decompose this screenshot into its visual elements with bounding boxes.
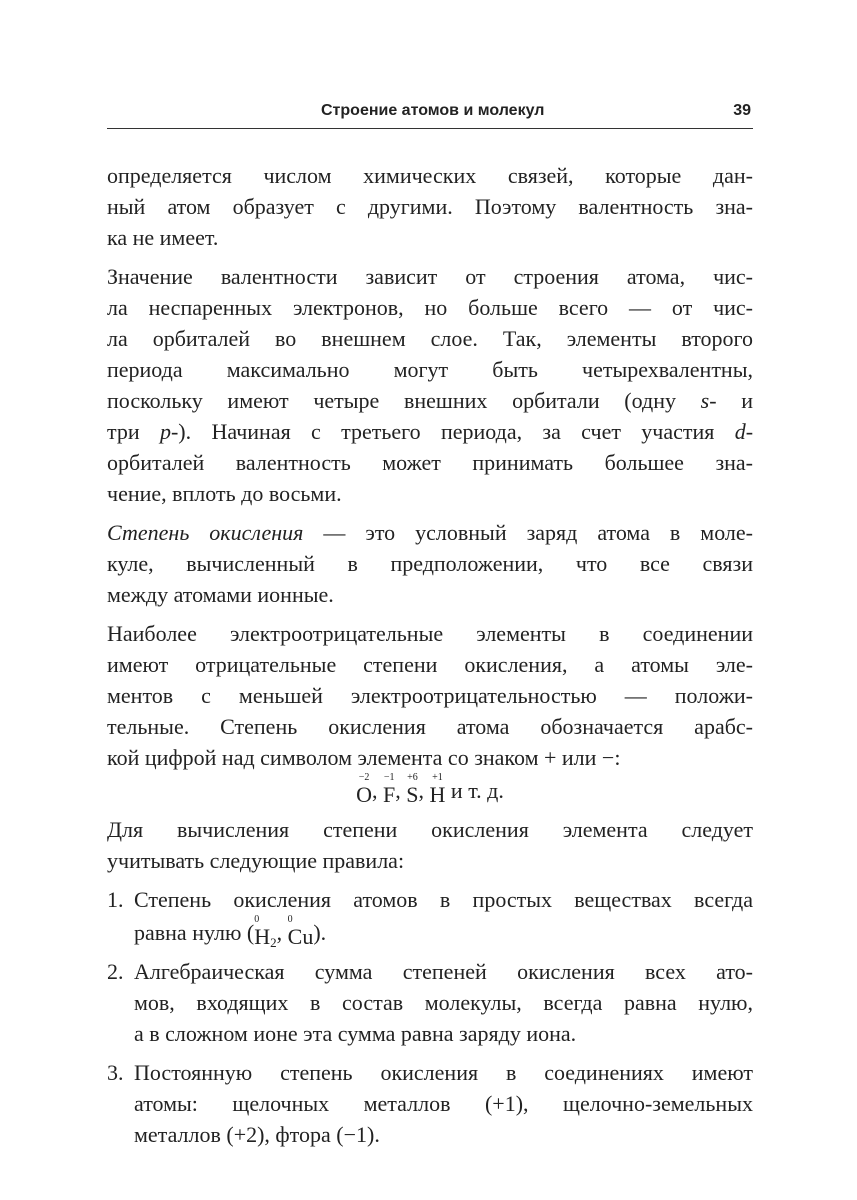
text-run: периода максимально могут быть четырехвалентны,	[107, 357, 753, 382]
italic-term: Степень окисления	[107, 520, 304, 545]
oxidation-state: −1	[383, 772, 395, 783]
element-symbol: F	[383, 782, 396, 807]
header-title: Строение атомов и молекул	[321, 102, 545, 119]
text-run: металлов (+2), фтора (−1).	[134, 1122, 380, 1147]
oxidation-state: +1	[432, 772, 443, 783]
italic-term: d	[734, 419, 746, 444]
text-run: тельные. Степень окисления атома обозначается арабс-	[107, 714, 753, 739]
paragraph	[107, 814, 753, 876]
text-run: Наиболее электроотрицательные элементы в соединении	[107, 621, 753, 646]
text-line	[107, 222, 753, 253]
text-run: имеют отрицательные степени окисления, а атомы эле-	[107, 652, 753, 677]
text-run: три	[107, 419, 160, 444]
formula-line	[107, 773, 753, 806]
text-run: ный атом образует с другими. Поэтому валентность зна-	[107, 194, 753, 219]
text-run: а в сложном ионе эта сумма равна заряду иона.	[134, 1021, 577, 1046]
text-line	[107, 160, 753, 191]
paragraph	[107, 517, 753, 610]
text-run: орбиталей валентность может принимать большее зна-	[107, 450, 753, 475]
text-line	[134, 884, 753, 915]
paragraph	[107, 160, 753, 253]
text-line	[107, 579, 753, 610]
text-line	[107, 191, 753, 222]
rule-number: 3.	[107, 1060, 124, 1085]
text-line	[134, 1119, 753, 1150]
rule-item	[107, 884, 753, 948]
text-run: Постоянную степень окисления в соединениях имеют	[134, 1060, 753, 1085]
rule-number: 2.	[107, 959, 124, 984]
text-run: Алгебраическая сумма степеней окисления всех ато-	[134, 959, 753, 984]
text-line	[107, 478, 753, 509]
paragraph	[107, 261, 753, 509]
element-with-oxidation-state	[406, 773, 418, 806]
text-run: -	[745, 419, 754, 444]
text-run: ла орбиталей во внешнем слое. Так, элементы второго	[107, 326, 753, 351]
text-line	[134, 987, 753, 1018]
oxidation-state: 0	[287, 914, 293, 925]
running-header	[107, 100, 753, 129]
text-run: учитывать следующие правила:	[107, 848, 405, 873]
text-line	[134, 1088, 753, 1119]
text-run: ,	[395, 778, 407, 803]
text-run: равна нулю (	[134, 920, 255, 945]
text-run: Значение валентности зависит от строения атома, чис-	[107, 264, 753, 289]
text-run: кой цифрой над символом элемента со знаком + или −:	[107, 745, 621, 770]
element-with-oxidation-state	[356, 773, 372, 806]
text-run: куле, вычисленный в предположении, что все связи	[107, 551, 753, 576]
text-line	[134, 956, 753, 987]
text-run: -). Начиная с третьего периода, за счет участия	[170, 419, 735, 444]
text-run: ,	[372, 778, 384, 803]
page-number: 39	[733, 102, 751, 119]
text-run: Степень окисления атомов в простых веществах всегда	[134, 887, 753, 912]
text-line	[107, 354, 753, 385]
text-run: ,	[276, 920, 288, 945]
text-line	[107, 711, 753, 742]
text-run: - и	[709, 388, 753, 413]
text-run: ла неспаренных электронов, но больше всего — от чис-	[107, 295, 753, 320]
text-line	[107, 845, 753, 876]
text-line	[107, 323, 753, 354]
oxidation-state: −2	[358, 772, 370, 783]
text-run: мов, входящих в состав молекулы, всегда равна нулю,	[134, 990, 753, 1015]
element-symbol: H	[429, 782, 446, 807]
text-run: ).	[313, 920, 327, 945]
text-line	[107, 742, 753, 773]
element-with-oxidation-state	[383, 773, 395, 806]
element-symbol: O	[356, 782, 373, 807]
element-symbol: Cu	[287, 924, 314, 949]
element-symbol: S	[406, 782, 419, 807]
oxidation-state: +6	[407, 772, 418, 783]
text-line	[107, 814, 753, 845]
rule-number: 1.	[107, 887, 124, 912]
text-line	[107, 548, 753, 579]
text-run: ментов с меньшей электроотрицательностью — положи-	[107, 683, 753, 708]
text-run: атомы: щелочных металлов (+1), щелочно-земельных	[134, 1091, 753, 1116]
paragraph	[107, 618, 753, 806]
subscript: 2	[270, 935, 277, 950]
italic-term: p	[159, 419, 171, 444]
text-line	[107, 261, 753, 292]
text-line	[107, 385, 753, 416]
rule-item	[107, 1057, 753, 1150]
element-with-oxidation-state	[430, 773, 446, 806]
text-line	[134, 1057, 753, 1088]
text-run: чение, вплоть до восьми.	[107, 481, 342, 506]
italic-term: s	[700, 388, 710, 413]
text-run: ,	[418, 778, 430, 803]
text-run: и т. д.	[445, 778, 504, 803]
text-line	[107, 447, 753, 478]
text-run: между атомами ионные.	[107, 582, 334, 607]
text-line	[107, 517, 753, 548]
text-line	[134, 1018, 753, 1049]
text-run: ка не имеет.	[107, 225, 219, 250]
oxidation-state: 0	[254, 914, 260, 925]
text-line	[107, 416, 753, 447]
element-with-oxidation-state	[254, 915, 276, 948]
text-line	[107, 618, 753, 649]
rule-item	[107, 956, 753, 1049]
page-body	[107, 160, 753, 1158]
text-run: Для вычисления степени окисления элемента следует	[107, 817, 753, 842]
element-symbol: H	[254, 924, 271, 949]
text-run: поскольку имеют четыре внешних орбитали (одну	[107, 388, 701, 413]
text-run: определяется числом химических связей, которые дан-	[107, 163, 753, 188]
element-with-oxidation-state	[288, 915, 314, 948]
text-line	[107, 680, 753, 711]
text-line	[107, 649, 753, 680]
text-run: — это условный заряд атома в моле-	[303, 520, 754, 545]
text-line	[107, 292, 753, 323]
text-line	[134, 915, 753, 948]
